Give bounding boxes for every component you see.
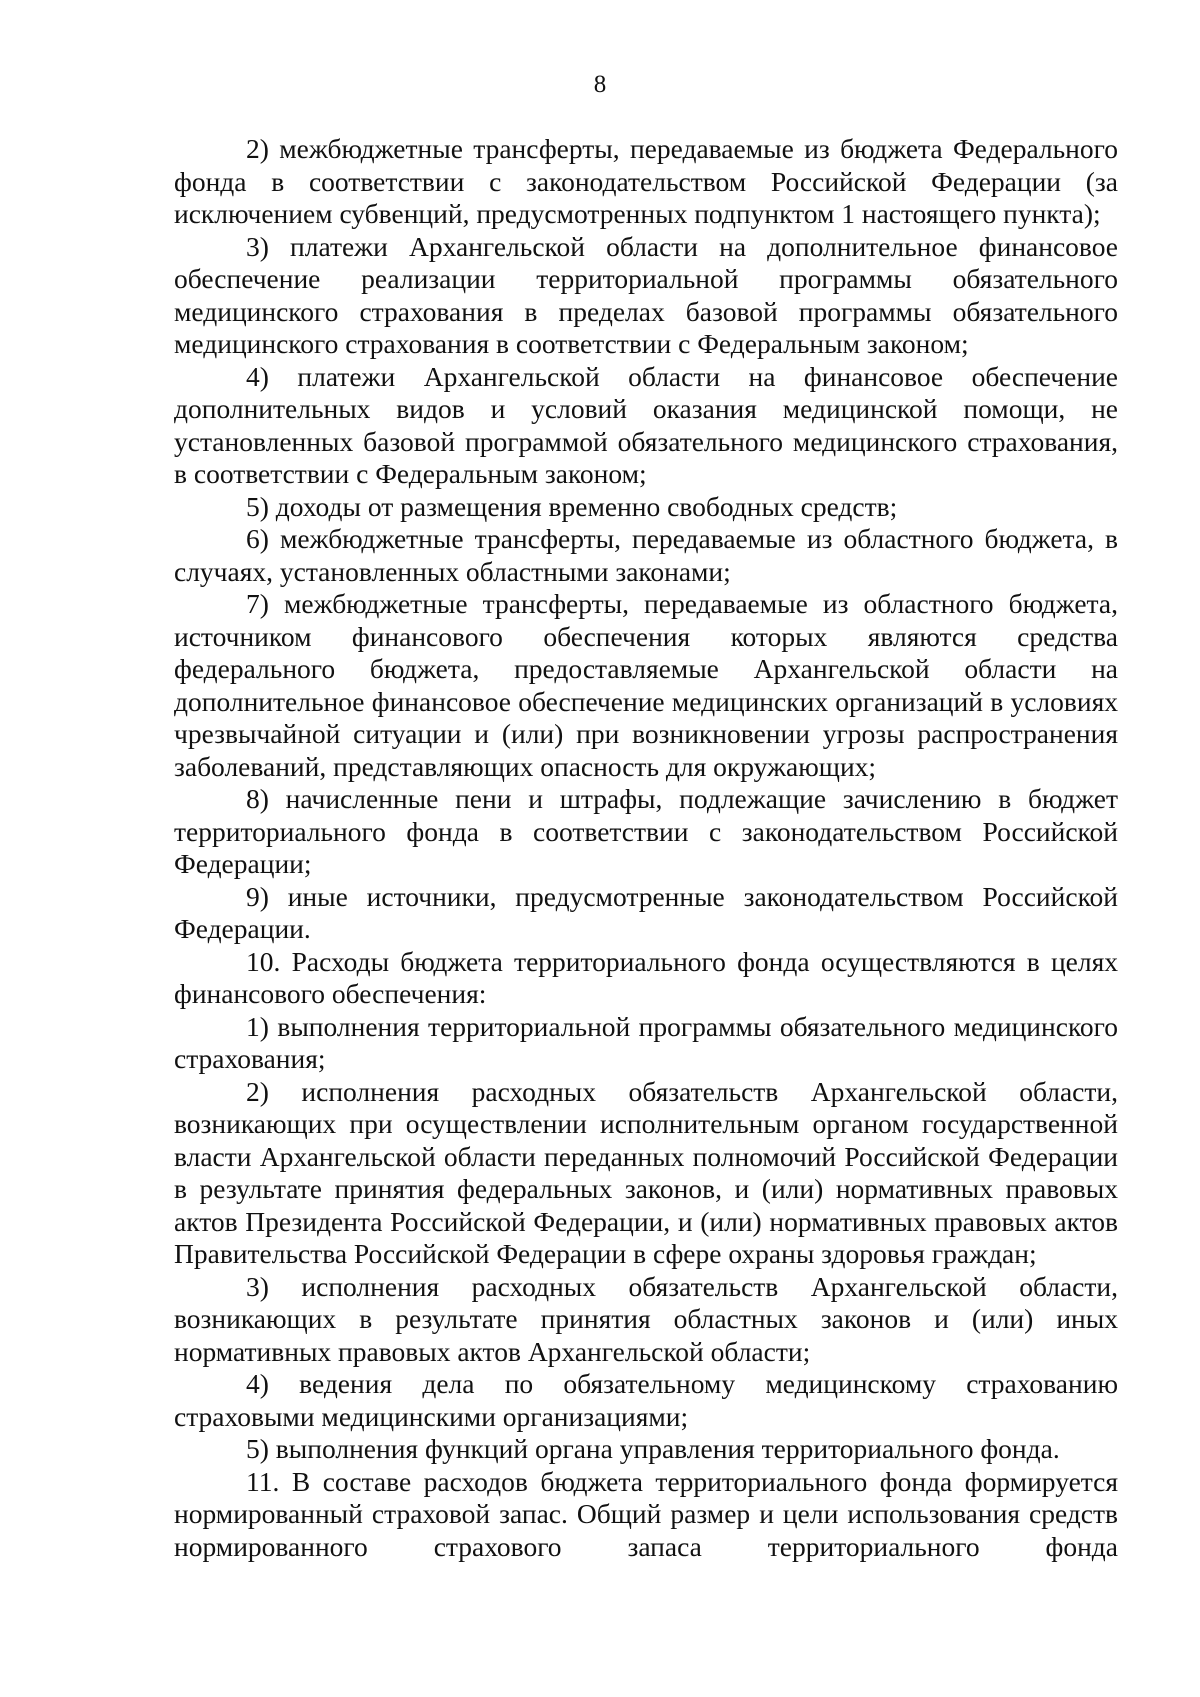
paragraph-item-8-penalties-fines: 8) начисленные пени и штрафы, подлежащие зачислению в бюджет территориального фонда в соответствии с законодательством Российской Федерации; [174, 783, 1118, 879]
paragraph-item-9-other-sources: 9) иные источники, предусмотренные законодательством Российской Федерации. [174, 880, 1118, 944]
paragraph-item-4-payments-additional-care: 4) платежи Архангельской области на финансовое обеспечение дополнительных видов и условий оказания медицинской помощи, не установленных базовой программой обязательного медицинского страхования, в соответствии с Федеральным законом; [174, 360, 1118, 489]
paragraph-section-10-expenses: 10. Расходы бюджета территориального фонда осуществляются в целях финансового обеспечения: [174, 945, 1118, 1009]
paragraph-item-3-payments-base-program: 3) платежи Архангельской области на дополнительное финансовое обеспечение реализации территориальной программы обязательного медицинского страхования в пределах базовой программы обязательного медицинского страхования в соответствии с Федеральным законом; [174, 230, 1118, 359]
paragraph-item-3-regional-obligations: 3) исполнения расходных обязательств Архангельской области, возникающих в результате принятия областных законов и (или) иных нормативных правовых актов Архангельской области; [174, 1270, 1118, 1367]
paragraph-item-2-delegated-powers: 2) исполнения расходных обязательств Архангельской области, возникающих при осуществлении исполнительным органом государственной власти Архангельской области переданных полномочий Российской Федерации в результате принятия федеральных законов, и (или) нормативных правовых актов Президента Российской Федерации, и (или) нормативных правовых актов Правительства Российской Федерации в сфере охраны здоровья граждан; [174, 1075, 1118, 1269]
paragraph-item-5-fund-management: 5) выполнения функций органа управления территориального фонда. [246, 1433, 1060, 1464]
paragraph-item-6-regional-transfers: 6) межбюджетные трансферты, передаваемые из областного бюджета, в случаях, установленных областными законами; [174, 523, 1118, 587]
paragraph-item-7-emergency-transfers: 7) межбюджетные трансферты, передаваемые из областного бюджета, источником финансового обеспечения которых являются средства федерального бюджета, предоставляемые Архангельской области на дополнительное финансовое обеспечение медицинских организаций в условиях чрезвычайной ситуации и (или) при возникновении угрозы распространения заболеваний, представляющих опасность для окружающих; [174, 588, 1118, 782]
paragraph-item-4-insurance-organizations: 4) ведения дела по обязательному медицинскому страхованию страховыми медицинскими организациями; [174, 1368, 1118, 1432]
paragraph-item-2-interbudget-transfers-federal: 2) межбюджетные трансферты, передаваемые из бюджета Федерального фонда в соответствии с законодательством Российской Федерации (за исключением субвенций, предусмотренных подпунктом 1 настоящего пункта); [174, 133, 1118, 229]
paragraph-item-1-territorial-program: 1) выполнения территориальной программы обязательного медицинского страхования; [174, 1010, 1118, 1074]
page-number: 8 [593, 71, 607, 98]
document-body [174, 133, 1118, 1563]
paragraph-item-5-income-placement: 5) доходы от размещения временно свободных средств; [246, 490, 898, 522]
paragraph-section-11-insurance-reserve: 11. В составе расходов бюджета территориального фонда формируется нормированный страховой запас. Общий размер и цели использования средств нормированного страхового запаса территориального фонда [174, 1465, 1118, 1562]
